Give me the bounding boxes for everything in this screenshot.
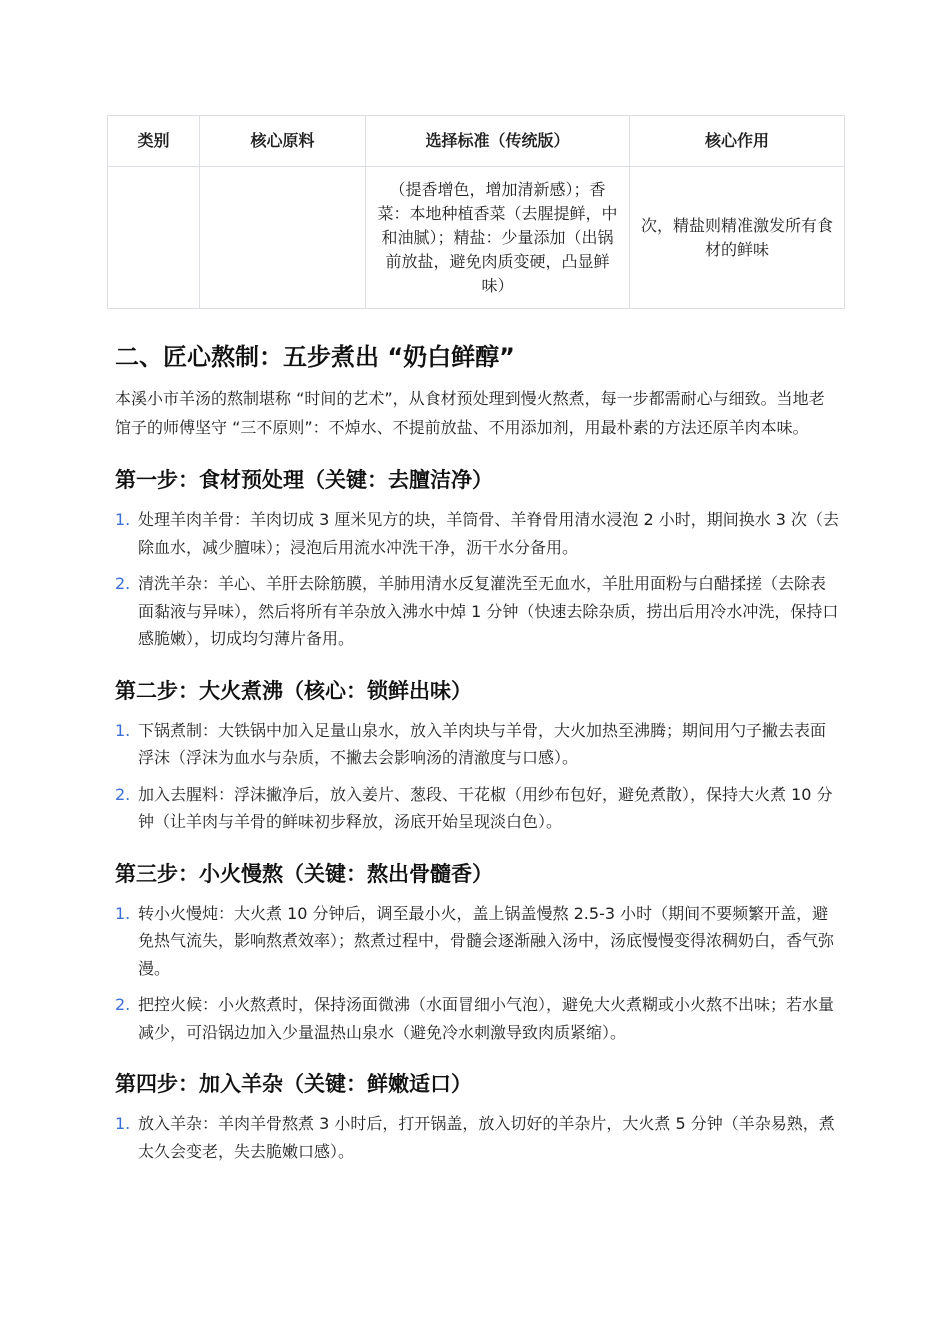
table-cell-category xyxy=(108,167,200,309)
list-item xyxy=(115,506,840,561)
step-list xyxy=(115,506,844,653)
list-item-text: 把控火候：小火熬煮时，保持汤面微沸（水面冒细小气泡），避免大火煮糊或小火熬不出味；若水量减少，可沿锅边加入少量温热山泉水（避免冷水刺激导致肉质紧缩）。 xyxy=(138,995,835,1042)
list-number: 1. xyxy=(115,1114,131,1133)
list-item-text: 下锅煮制：大铁锅中加入足量山泉水，放入羊肉块与羊骨，大火加热至沸腾；期间用勺子撇去表面浮沫（浮沫为血水与杂质，不撇去会影响汤的清澈度与口感）。 xyxy=(138,720,827,767)
document-page xyxy=(107,115,844,1174)
list-number: 2. xyxy=(115,995,131,1014)
table-cell-selection-standard: （提香增色，增加清新感）；香菜：本地种植香菜（去腥提鲜，中和油腻）；精盐：少量添加（出锅前放盐，避免肉质变硬，凸显鲜味） xyxy=(366,167,630,309)
section-intro: 本溪小市羊汤的熬制堪称 “时间的艺术”，从食材预处理到慢火熬煮，每一步都需耐心与细致。当地老馆子的师傅坚守 “三不原则”：不焯水、不提前放盐、不用添加剂，用最朴素的方法还原羊肉本味。 xyxy=(115,389,825,437)
list-number: 1. xyxy=(115,510,131,529)
list-item xyxy=(115,900,840,983)
list-item xyxy=(115,570,840,653)
list-number: 2. xyxy=(115,784,131,804)
step-title: 第一步：食材预处理（关键：去膻洁净） xyxy=(115,468,493,492)
table-header-core-function: 核心作用 xyxy=(630,116,845,167)
table-row xyxy=(108,167,845,309)
step-list xyxy=(115,900,844,1047)
table-header-selection-standard: 选择标准（传统版） xyxy=(366,116,630,167)
table-header-category: 类别 xyxy=(108,116,200,167)
list-item-text: 转小火慢炖：大火煮 10 分钟后，调至最小火，盖上锅盖慢熬 2.5-3 小时（期间不要频繁开盖，避免热气流失，影响熬煮效率）；熬煮过程中，骨髓会逐渐融入汤中，汤底慢慢变得浓稠奶白，香气弥漫。 xyxy=(138,903,835,978)
step-list xyxy=(115,1110,844,1165)
list-number: 1. xyxy=(115,903,131,923)
list-item xyxy=(115,717,840,772)
table-cell-core-ingredient xyxy=(200,167,366,309)
list-number: 1. xyxy=(115,720,131,740)
step-title: 第二步：大火煮沸（核心：锁鲜出味） xyxy=(115,678,472,703)
table-cell-core-function: 次，精盐则精准激发所有食材的鲜味 xyxy=(630,167,845,309)
table-header-core-ingredient: 核心原料 xyxy=(200,116,366,167)
list-item xyxy=(115,781,840,836)
list-item xyxy=(115,1110,840,1165)
step-title: 第四步：加入羊杂（关键：鲜嫩适口） xyxy=(115,1072,472,1096)
list-item-text: 处理羊肉羊骨：羊肉切成 3 厘米见方的块，羊筒骨、羊脊骨用清水浸泡 2 小时，期间换水 3 次（去除血水，减少膻味）；浸泡后用流水冲洗干净，沥干水分备用。 xyxy=(138,510,840,557)
step-list xyxy=(115,717,844,836)
list-item xyxy=(115,991,840,1046)
step-title: 第三步：小火慢熬（关键：熬出骨髓香） xyxy=(115,861,493,886)
table-header-row xyxy=(108,116,845,167)
ingredients-table xyxy=(107,115,845,309)
list-item-text: 放入羊杂：羊肉羊骨熬煮 3 小时后，打开锅盖，放入切好的羊杂片，大火煮 5 分钟（羊杂易熟，煮太久会变老，失去脆嫩口感）。 xyxy=(138,1114,835,1161)
list-number: 2. xyxy=(115,574,131,593)
section-title: 二、匠心熬制：五步煮出 “奶白鲜醇” xyxy=(115,343,515,371)
list-item-text: 加入去腥料：浮沫撇净后，放入姜片、葱段、干花椒（用纱布包好，避免煮散），保持大火煮 10 分钟（让羊肉与羊骨的鲜味初步释放，汤底开始呈现淡白色）。 xyxy=(138,784,833,831)
list-item-text: 清洗羊杂：羊心、羊肝去除筋膜，羊肺用清水反复灌洗至无血水，羊肚用面粉与白醋揉搓（去除表面黏液与异味），然后将所有羊杂放入沸水中焯 1 分钟（快速去除杂质，捞出后用冷水冲洗，保持口感脆嫩），切成均匀薄片备用。 xyxy=(138,574,839,648)
